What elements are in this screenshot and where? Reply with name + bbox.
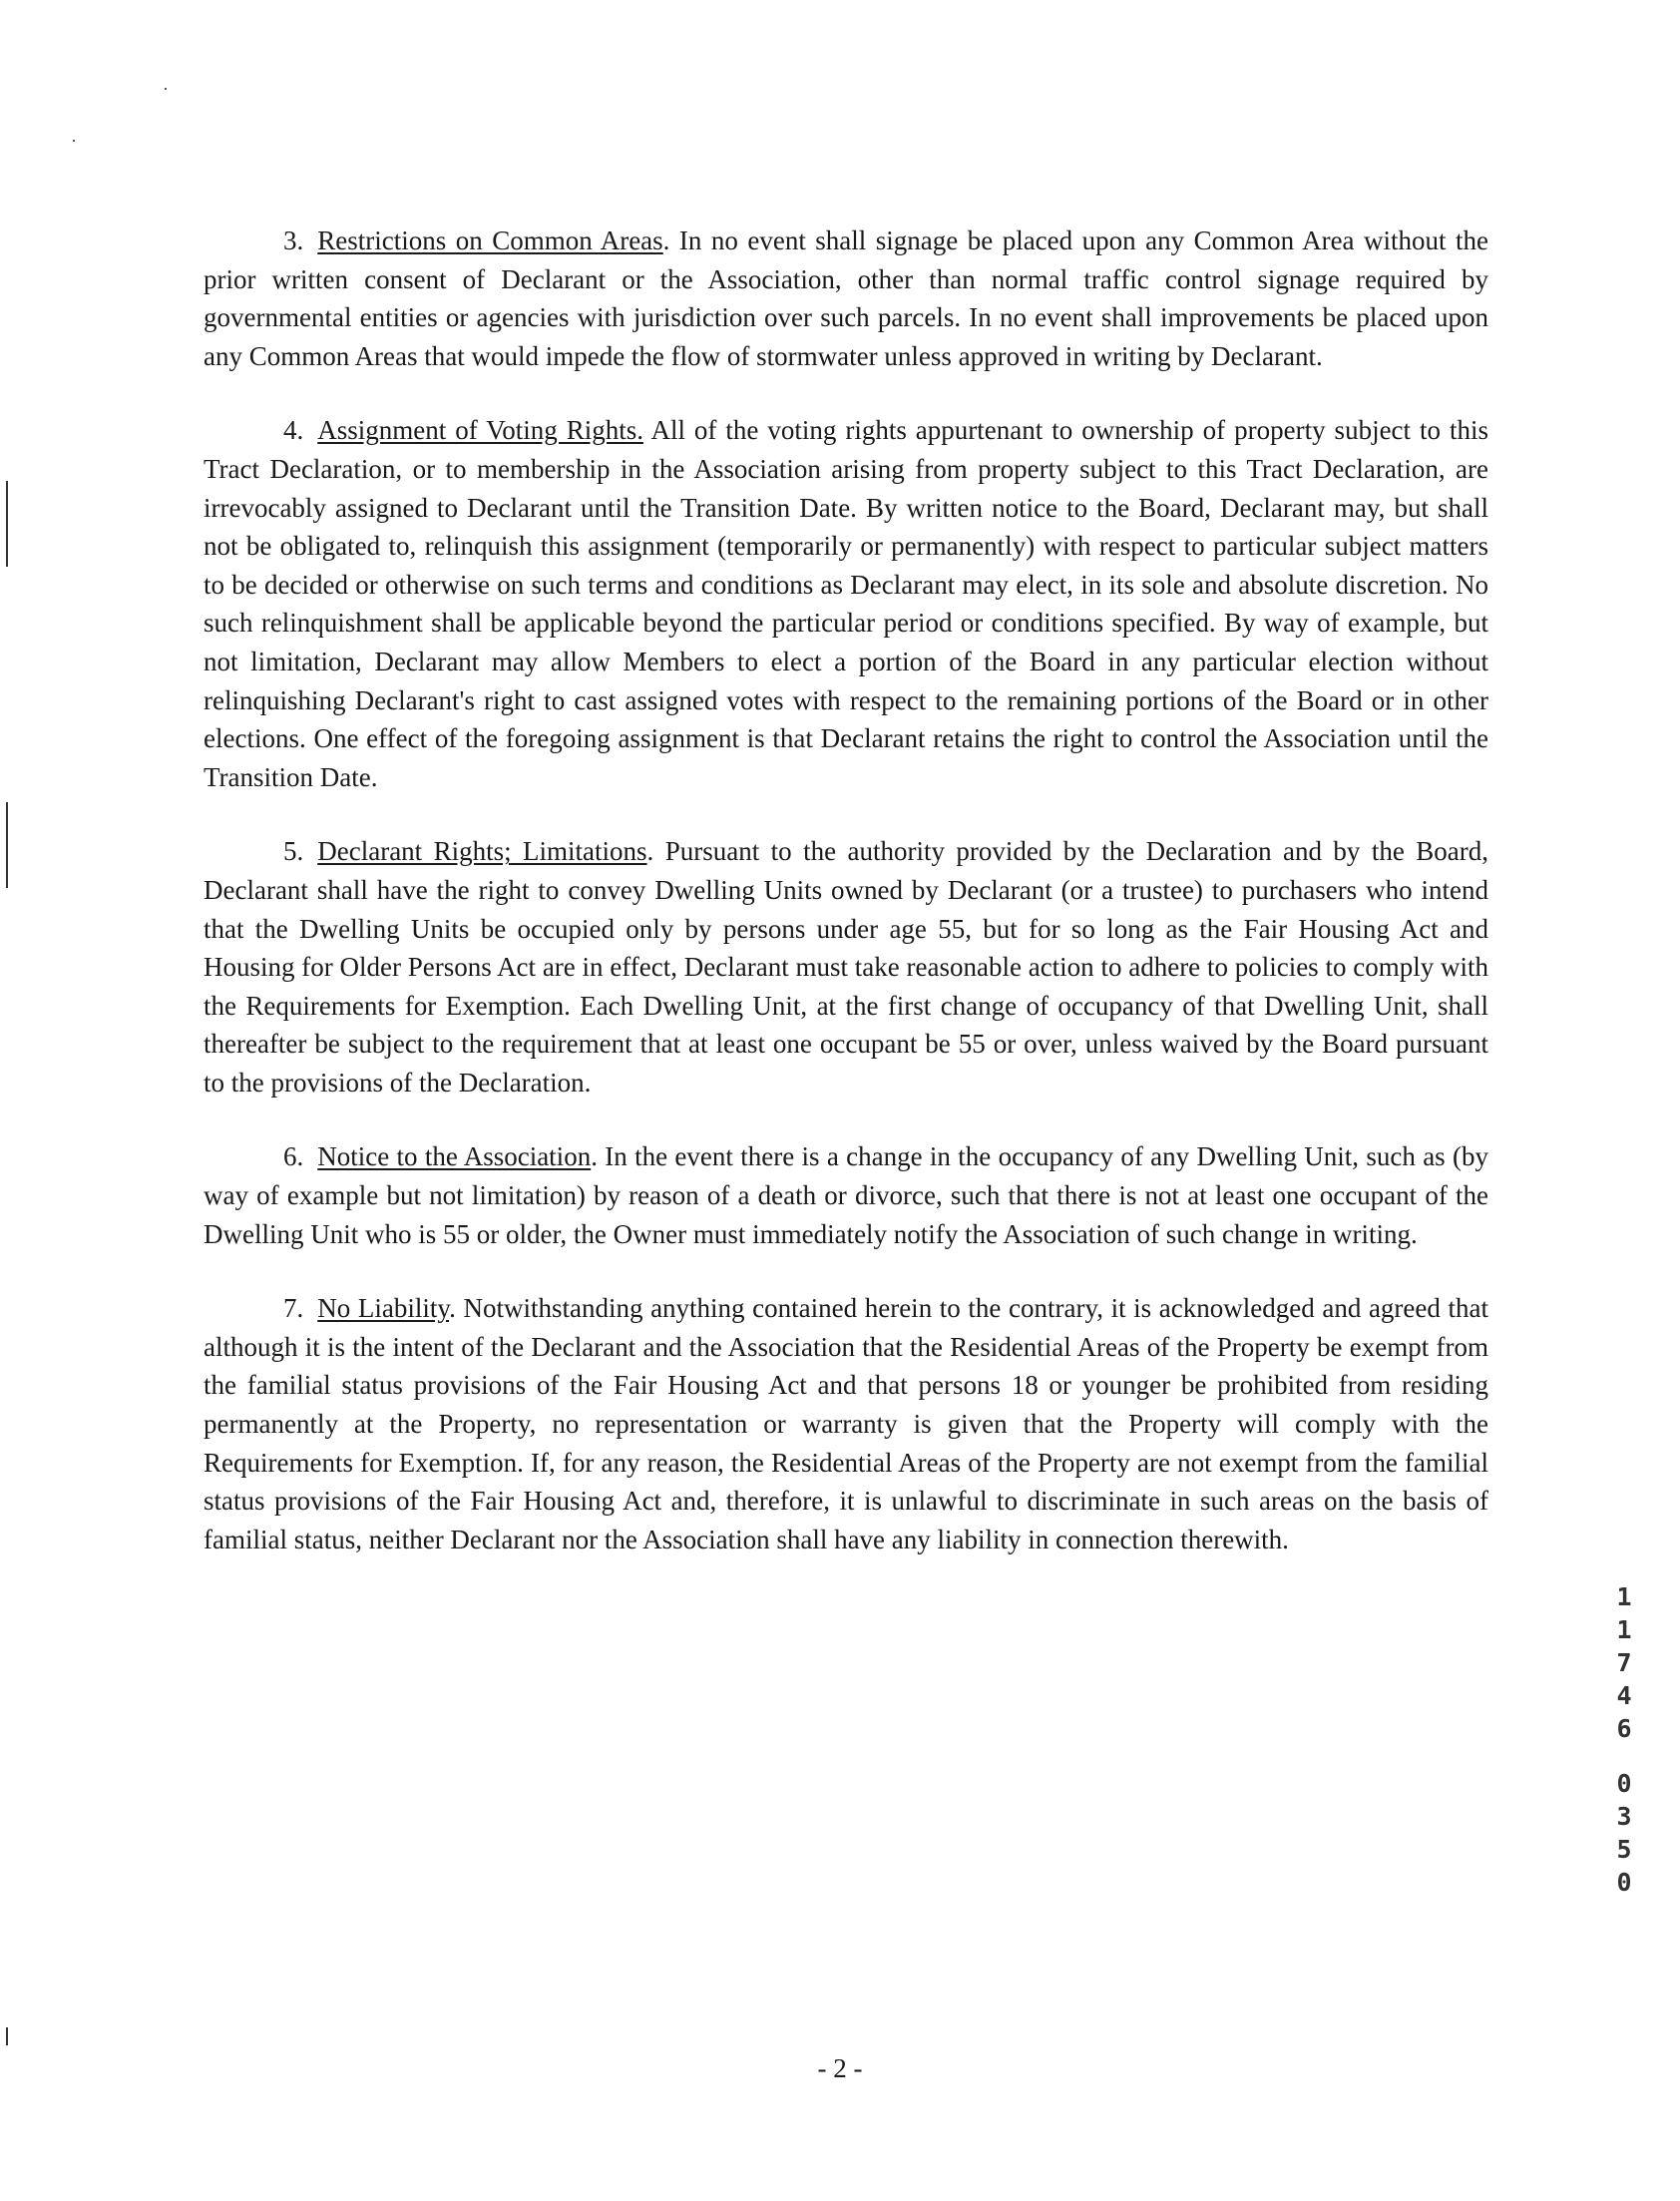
heading-punctuation: . <box>646 836 654 867</box>
section-body: Pursuant to the authority provided by the Declaration and by the Board, Declarant shall have the right to convey Dwelling Units owned by Declarant (or a trustee) to purchasers who intend that the Dwelling Units be occupied only by persons under age 55, but for so long as the Fair Housing Act and Housing for Older Persons Act are in effect, Declarant must take reasonable action to adhere to policies to comply with the Requirements for Exemption. Each Dwelling Unit, at the first change of occupancy of that Dwelling Unit, shall thereafter be subject to the requirement that at least one occupant be 55 or over, unless waived by the Board pursuant to the provisions of the Declaration. <box>204 836 1488 1098</box>
section-heading: No Liability <box>317 1293 450 1324</box>
section-number: 3. <box>283 225 304 255</box>
heading-punctuation: . <box>591 1141 598 1172</box>
section-heading: Restrictions on Common Areas <box>317 225 663 255</box>
scan-margin-mark <box>6 2027 8 2045</box>
heading-punctuation: . <box>662 225 670 255</box>
section-number: 6. <box>283 1141 304 1172</box>
section-heading: Notice to the Association <box>317 1141 592 1172</box>
stamp-gap <box>1612 1745 1636 1767</box>
section-body: In the event there is a change in the occupancy of any Dwelling Unit, such as (by way of example but not limitation) by reason of a death or divorce, such that there is not at least one occupant of the Dwelling Unit who is 55 or older, the Owner must immediately notify the Association of such change in writing. <box>204 1141 1489 1249</box>
heading-punctuation: . <box>449 1293 456 1324</box>
recording-number-top: 11746 <box>1616 1582 1632 1743</box>
recording-number-stamp <box>1612 1580 1636 1899</box>
document-body <box>204 221 1488 1594</box>
section-body: In no event shall signage be placed upon any Common Area without the prior written consent of Declarant or the Association, other than normal traffic control signage required by governmental entities or agencies with jurisdiction over such parcels. In no event shall improvements be placed upon any Common Areas that would impede the flow of stormwater unless approved in writing by Declarant. <box>204 225 1488 371</box>
section-4-paragraph <box>204 411 1488 796</box>
section-number: 7. <box>283 1293 304 1324</box>
scan-margin-mark <box>6 802 8 888</box>
section-6-paragraph <box>204 1137 1488 1253</box>
scan-speck <box>165 88 167 90</box>
section-heading: Assignment of Voting Rights. <box>317 415 643 446</box>
section-7-paragraph <box>204 1289 1488 1558</box>
scan-speck <box>73 140 75 142</box>
section-number: 5. <box>283 836 304 867</box>
section-3-paragraph <box>204 221 1488 375</box>
section-5-paragraph <box>204 832 1488 1101</box>
section-heading: Declarant Rights; Limitations <box>317 836 647 867</box>
recording-number-bottom: 0350 <box>1616 1769 1632 1897</box>
section-number: 4. <box>283 415 304 446</box>
section-body: Notwithstanding anything contained herein to the contrary, it is acknowledged and agreed that although it is the intent of the Declarant and the Association that the Residential Areas of the Property be exempt from the familial status provisions of the Fair Housing Act and that persons 18 or younger be prohibited from residing permanently at the Property, no representation or warranty is given that the Property will comply with the Requirements for Exemption. If, for any reason, the Residential Areas of the Property are not exempt from the familial status provisions of the Fair Housing Act and, therefore, it is unlawful to discriminate in such areas on the basis of familial status, neither Declarant nor the Association shall have any liability in connection therewith. <box>204 1293 1488 1554</box>
section-body: All of the voting rights appurtenant to ownership of property subject to this Tract Declaration, or to membership in the Association arising from property subject to this Tract Declaration, are irrevocably assigned to Declarant until the Transition Date. By written notice to the Board, Declarant may, but shall not be obligated to, relinquish this assignment (temporarily or permanently) with respect to particular subject matters to be decided or otherwise on such terms and conditions as Declarant may elect, in its sole and absolute discretion. No such relinquishment shall be applicable beyond the particular period or conditions specified. By way of example, but not limitation, Declarant may allow Members to elect a portion of the Board in any particular election without relinquishing Declarant's right to cast assigned votes with respect to the remaining portions of the Board or in other elections. One effect of the foregoing assignment is that Declarant retains the right to control the Association until the Transition Date. <box>204 415 1488 792</box>
scan-margin-mark <box>6 481 8 567</box>
page-number: - 2 - <box>817 2053 863 2083</box>
